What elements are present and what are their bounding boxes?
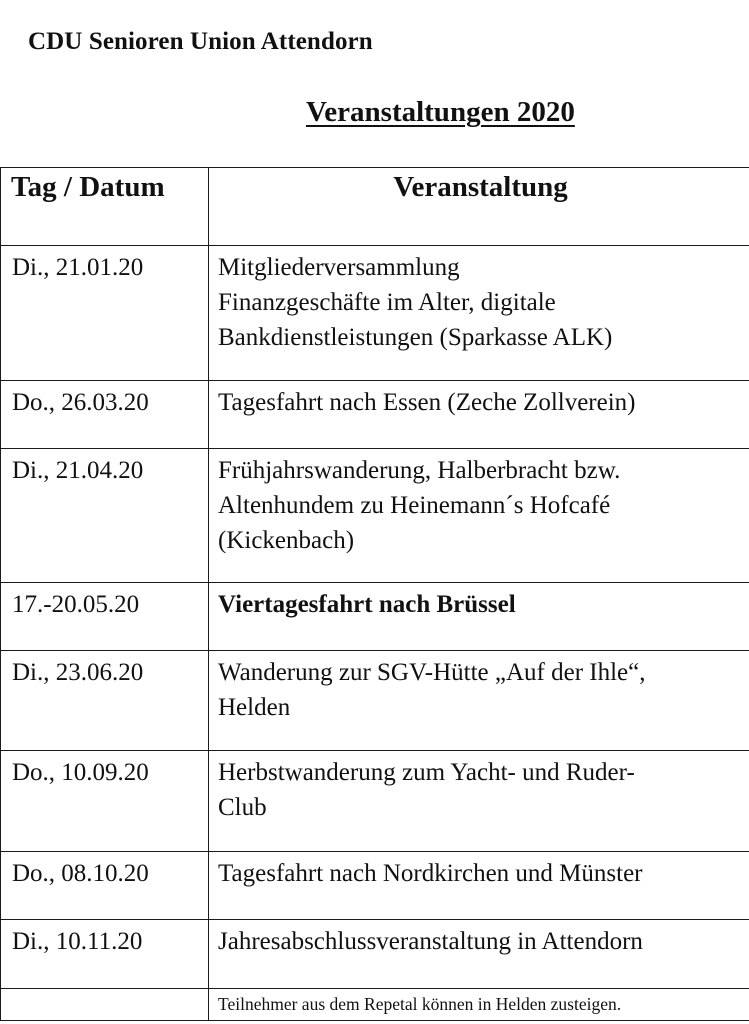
event-line: Finanzgeschäfte im Alter, digitale [218,289,556,316]
event-date: Di., 21.01.20 [1,246,209,381]
table-row [1,449,749,583]
header-date: Tag / Datum [1,168,209,246]
event-description [209,583,749,651]
event-description [209,381,749,449]
table-header-row [1,168,749,246]
event-line: Wanderung zur SGV-Hütte „Auf der Ihle“, [218,659,646,686]
event-date: Di., 10.11.20 [1,920,209,989]
event-description [209,920,749,989]
event-description [209,751,749,852]
event-line: Mitgliederversammlung [218,254,460,281]
event-line: Tagesfahrt nach Essen (Zeche Zollverein) [218,389,636,416]
table-row [1,583,749,651]
page-title: Veranstaltungen 2020 [306,96,575,128]
organization-name: CDU Senioren Union Attendorn [28,28,373,55]
event-line: Club [218,794,267,821]
note-empty-cell [1,989,209,1021]
event-line: Tagesfahrt nach Nordkirchen und Münster [218,860,643,887]
table-row [1,381,749,449]
header-event: Veranstaltung [209,168,749,246]
event-line: Herbstwanderung zum Yacht- und Ruder- [218,759,635,786]
event-description [209,651,749,751]
event-date: Do., 08.10.20 [1,852,209,920]
event-date: Do., 26.03.20 [1,381,209,449]
table-row [1,920,749,989]
events-table [0,167,749,1021]
event-date: Do., 10.09.20 [1,751,209,852]
note-row [1,989,749,1021]
event-date: Di., 21.04.20 [1,449,209,583]
event-line: Viertagesfahrt nach Brüssel [218,591,516,618]
event-line: Frühjahrswanderung, Halberbracht bzw. [218,457,621,484]
event-description [209,449,749,583]
event-line: Altenhundem zu Heinemann´s Hofcafé [218,492,611,519]
event-line: (Kickenbach) [218,527,355,554]
note-text: Teilnehmer aus dem Repetal können in Helden zusteigen. [209,989,749,1021]
table-row [1,651,749,751]
table-row [1,852,749,920]
event-line: Bankdienstleistungen (Sparkasse ALK) [218,324,613,351]
event-line: Jahresabschlussveranstaltung in Attendorn [218,928,643,955]
table-row [1,751,749,852]
event-description [209,852,749,920]
event-line: Helden [218,694,291,721]
event-description [209,246,749,381]
event-date: Di., 23.06.20 [1,651,209,751]
event-date: 17.-20.05.20 [1,583,209,651]
table-row [1,246,749,381]
